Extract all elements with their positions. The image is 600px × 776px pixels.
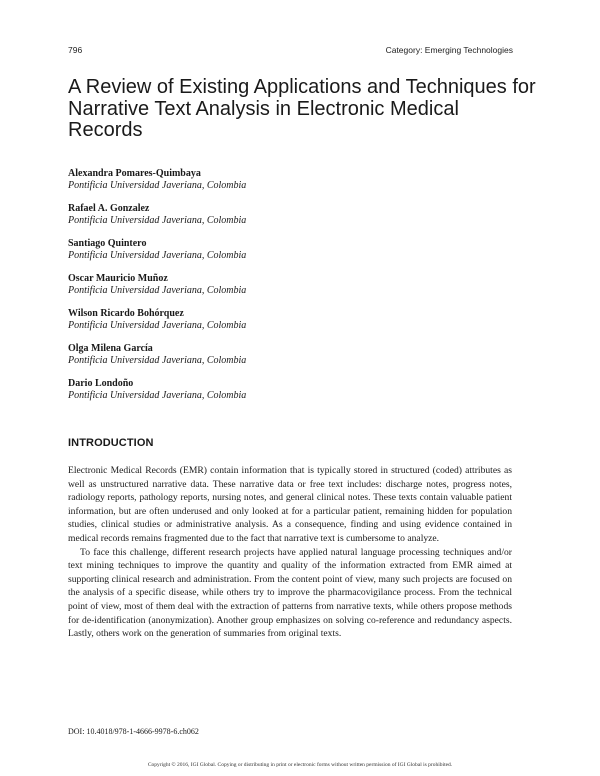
copyright-notice: Copyright © 2016, IGI Global. Copying or distributing in print or electronic forms without written permission of IGI Global is prohibited. <box>147 762 453 768</box>
author-entry <box>68 378 508 413</box>
author-name: Oscar Mauricio Muñoz <box>68 273 168 284</box>
category-label: Category: Emerging Technologies <box>385 45 513 55</box>
paper-title: A Review of Existing Applications and Techniques for Narrative Text Analysis in Electronic Medical Records <box>68 76 536 141</box>
author-entry <box>68 273 508 308</box>
doi: DOI: 10.4018/978-1-4666-9978-6.ch062 <box>68 727 199 736</box>
paragraph: To face this challenge, different research projects have applied natural language processing techniques and/or text mining techniques to improve the quantity and quality of the information extracted from EMR aimed at supporting clinical research and administration. From the content point of view, many such projects are focused on the analysis of a specific disease, while others try to improve the pharmacovigilance process. From the technical point of view, most of them deal with the extraction of patterns from narrative texts, while others propose methods for de-identification (anonymization). Another group emphasizes on solving co-reference and redundancy aspects. Lastly, others work on the generation of summaries from original texts. <box>68 546 512 640</box>
section-body <box>68 464 512 641</box>
paragraph: Electronic Medical Records (EMR) contain information that is typically stored in structured (coded) attributes as well as unstructured narrative data. These narrative data or free text includes: discharge notes, progress notes, radiology reports, pathology reports, nursing notes, and general clinical notes. These texts contain valuable patient information, but are often underused and only looked at for a particular patient, remaining hidden for population studies, clinical studies or administrative analysis. As a consequence, finding and using evidence contained in medical records remains fragmented due to the fact that narrative text is cumbersome to analyze. <box>68 465 512 544</box>
author-affiliation: Pontificia Universidad Javeriana, Colombia <box>68 285 247 296</box>
page-number: 796 <box>68 45 83 55</box>
author-entry <box>68 238 508 273</box>
author-entry <box>68 203 508 238</box>
section-heading: INTRODUCTION <box>68 437 154 449</box>
author-affiliation: Pontificia Universidad Javeriana, Colombia <box>68 250 247 261</box>
author-name: Rafael A. Gonzalez <box>68 203 150 214</box>
author-affiliation: Pontificia Universidad Javeriana, Colombia <box>68 390 247 401</box>
author-name: Santiago Quintero <box>68 238 147 249</box>
author-name: Alexandra Pomares-Quimbaya <box>68 168 201 179</box>
author-entry <box>68 168 508 203</box>
author-name: Olga Milena García <box>68 343 153 354</box>
author-affiliation: Pontificia Universidad Javeriana, Colombia <box>68 355 247 366</box>
author-name: Wilson Ricardo Bohórquez <box>68 308 184 319</box>
author-list <box>68 168 508 413</box>
author-affiliation: Pontificia Universidad Javeriana, Colombia <box>68 180 247 191</box>
author-entry <box>68 308 508 343</box>
author-entry <box>68 343 508 378</box>
author-name: Dario Londoño <box>68 378 134 389</box>
author-affiliation: Pontificia Universidad Javeriana, Colombia <box>68 215 247 226</box>
author-affiliation: Pontificia Universidad Javeriana, Colombia <box>68 320 247 331</box>
